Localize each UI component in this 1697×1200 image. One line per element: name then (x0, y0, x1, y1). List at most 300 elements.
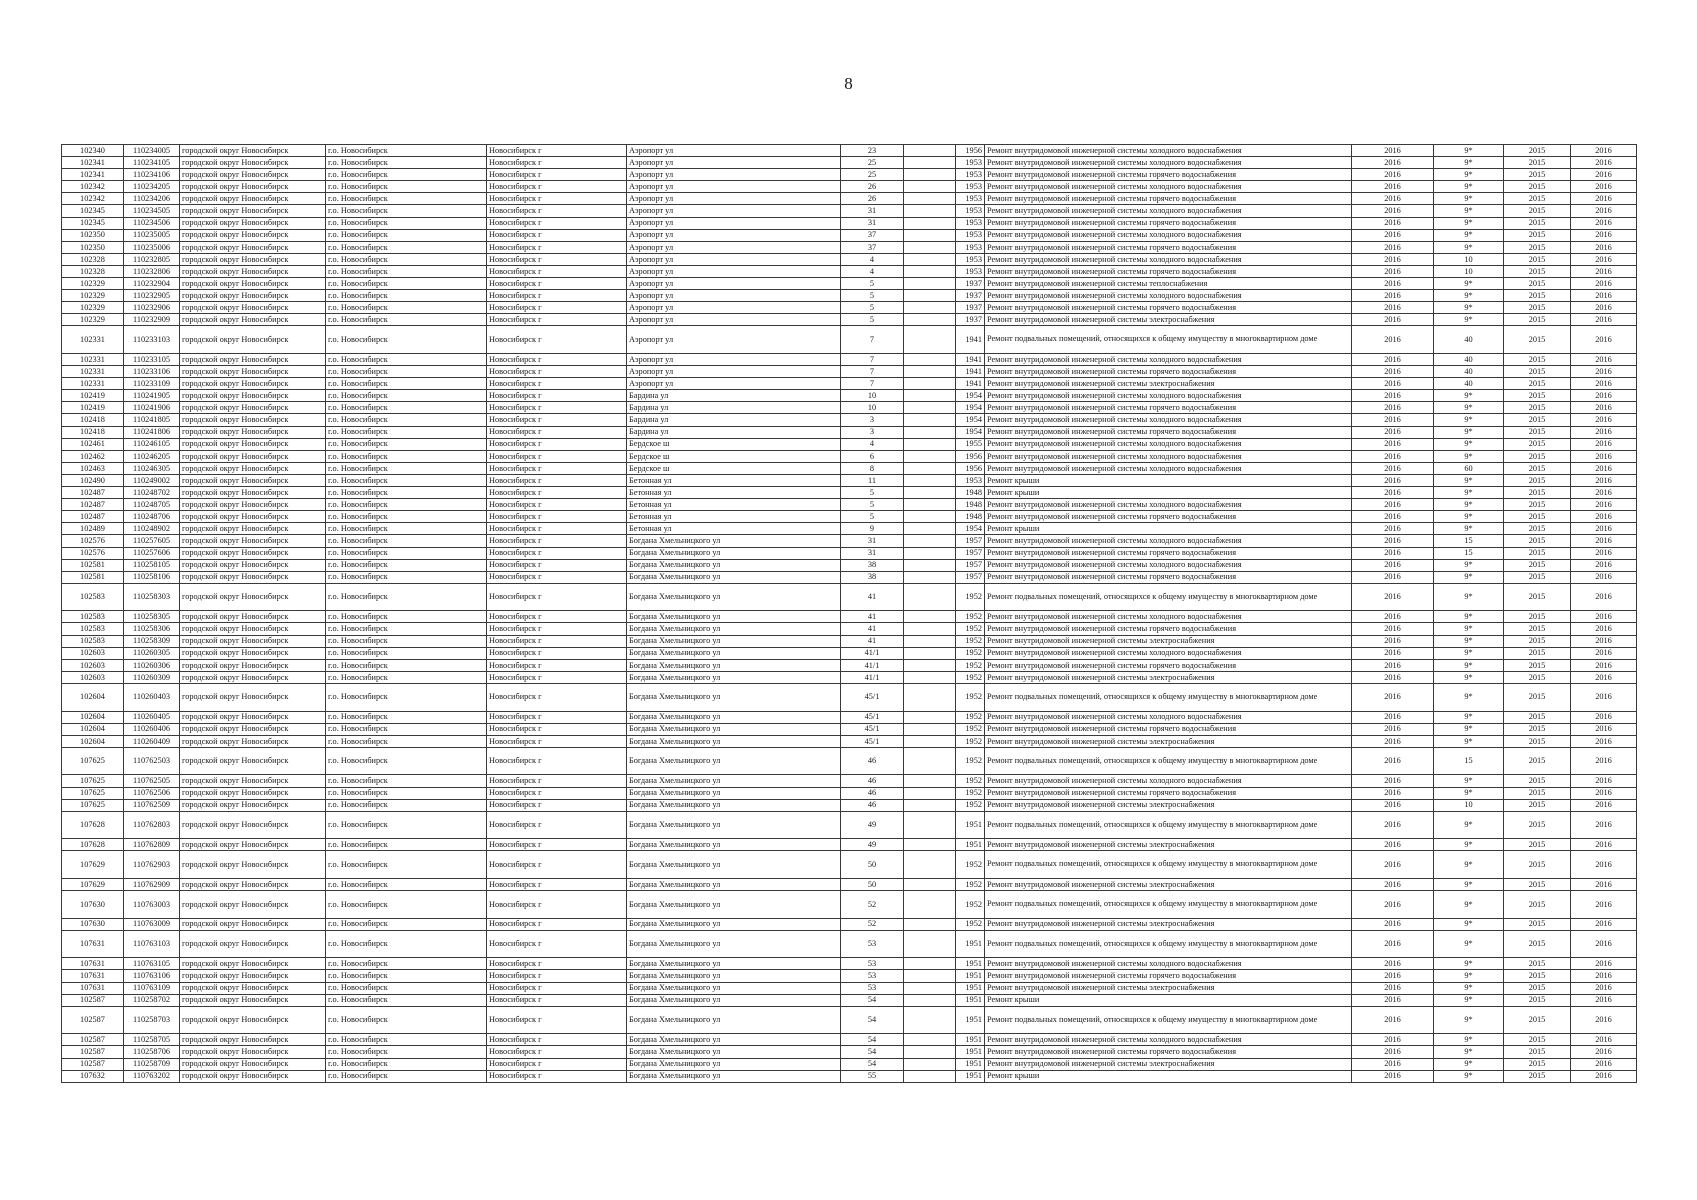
cell-work-code: 110763202 (124, 1070, 180, 1082)
cell-year-built: 1957 (956, 559, 985, 571)
cell-record-id: 102487 (62, 499, 124, 511)
cell-work-type: Ремонт внутридомовой инженерной системы горячего водоснабжения (985, 659, 1352, 671)
cell-locality: Новосибирск г (487, 253, 627, 265)
cell-year-built: 1941 (956, 366, 985, 378)
cell-street: Богдана Хмельницкого ул (627, 571, 841, 583)
cell-work-type: Ремонт внутридомовой инженерной системы электроснабжения (985, 878, 1352, 890)
cell-house-number: 31 (841, 535, 904, 547)
cell-record-id: 102603 (62, 659, 124, 671)
cell-locality: Новосибирск г (487, 265, 627, 277)
cell-record-id: 102604 (62, 683, 124, 711)
cell-period-start: 2015 (1504, 723, 1571, 735)
cell-period-end: 2016 (1571, 378, 1637, 390)
cell-work-code: 110232805 (124, 253, 180, 265)
cell-work-code: 110233106 (124, 366, 180, 378)
cell-municipal-district: городской округ Новосибирск (180, 145, 326, 157)
cell-municipal-district: городской округ Новосибирск (180, 265, 326, 277)
table-body (62, 145, 1637, 1083)
cell-settlement: г.о. Новосибирск (326, 326, 487, 354)
cell-year-built: 1951 (956, 1034, 985, 1046)
cell-record-id: 102341 (62, 157, 124, 169)
cell-record-id: 102462 (62, 450, 124, 462)
table-row (62, 659, 1637, 671)
cell-year-built: 1953 (956, 205, 985, 217)
cell-period-start: 2015 (1504, 930, 1571, 958)
cell-year-built: 1957 (956, 547, 985, 559)
cell-building (904, 253, 956, 265)
cell-period-start: 2015 (1504, 474, 1571, 486)
cell-street: Аэропорт ул (627, 145, 841, 157)
cell-municipal-district: городской округ Новосибирск (180, 290, 326, 302)
cell-work-code: 110241806 (124, 426, 180, 438)
cell-period-end: 2016 (1571, 474, 1637, 486)
cell-period-end: 2016 (1571, 918, 1637, 930)
cell-plan-year: 2016 (1352, 487, 1434, 499)
cell-period-start: 2015 (1504, 499, 1571, 511)
cell-building (904, 438, 956, 450)
cell-building (904, 229, 956, 241)
cell-settlement: г.о. Новосибирск (326, 450, 487, 462)
cell-settlement: г.о. Новосибирск (326, 253, 487, 265)
cell-period-start: 2015 (1504, 535, 1571, 547)
cell-work-type: Ремонт внутридомовой инженерной системы холодного водоснабжения (985, 450, 1352, 462)
cell-work-code: 110232909 (124, 314, 180, 326)
cell-work-type: Ремонт внутридомовой инженерной системы горячего водоснабжения (985, 302, 1352, 314)
cell-plan-year: 2016 (1352, 205, 1434, 217)
cell-record-id: 107625 (62, 787, 124, 799)
table-row (62, 278, 1637, 290)
cell-record-id: 102587 (62, 1006, 124, 1034)
cell-locality: Новосибирск г (487, 851, 627, 879)
cell-work-type: Ремонт внутридомовой инженерной системы электроснабжения (985, 378, 1352, 390)
cell-work-type: Ремонт внутридомовой инженерной системы горячего водоснабжения (985, 366, 1352, 378)
cell-house-number: 41 (841, 583, 904, 611)
cell-plan-year: 2016 (1352, 290, 1434, 302)
cell-house-number: 38 (841, 571, 904, 583)
cell-record-id: 107630 (62, 891, 124, 919)
cell-period-end: 2016 (1571, 145, 1637, 157)
cell-settlement: г.о. Новосибирск (326, 1058, 487, 1070)
cell-locality: Новосибирск г (487, 878, 627, 890)
cell-locality: Новосибирск г (487, 366, 627, 378)
cell-municipal-district: городской округ Новосибирск (180, 647, 326, 659)
cell-period-end: 2016 (1571, 659, 1637, 671)
cell-period-end: 2016 (1571, 426, 1637, 438)
cell-work-type: Ремонт внутридомовой инженерной системы холодного водоснабжения (985, 559, 1352, 571)
cell-record-id: 102350 (62, 229, 124, 241)
cell-building (904, 169, 956, 181)
cell-street: Аэропорт ул (627, 265, 841, 277)
cell-work-code: 110762505 (124, 775, 180, 787)
cell-municipal-district: городской округ Новосибирск (180, 671, 326, 683)
cell-period-start: 2015 (1504, 970, 1571, 982)
cell-house-number: 53 (841, 982, 904, 994)
cell-work-volume: 9* (1434, 930, 1504, 958)
cell-building (904, 994, 956, 1006)
cell-house-number: 46 (841, 787, 904, 799)
cell-locality: Новосибирск г (487, 314, 627, 326)
cell-street: Богдана Хмельницкого ул (627, 547, 841, 559)
cell-building (904, 205, 956, 217)
cell-house-number: 11 (841, 474, 904, 486)
cell-work-type: Ремонт внутридомовой инженерной системы электроснабжения (985, 735, 1352, 747)
cell-plan-year: 2016 (1352, 511, 1434, 523)
cell-municipal-district: городской округ Новосибирск (180, 229, 326, 241)
cell-work-volume: 9* (1434, 970, 1504, 982)
cell-work-type: Ремонт внутридомовой инженерной системы горячего водоснабжения (985, 547, 1352, 559)
cell-building (904, 314, 956, 326)
cell-work-type: Ремонт подвальных помещений, относящихся к общему имуществу в многоквартирном доме (985, 583, 1352, 611)
table-row (62, 326, 1637, 354)
cell-building (904, 711, 956, 723)
cell-municipal-district: городской округ Новосибирск (180, 402, 326, 414)
cell-work-volume: 9* (1434, 205, 1504, 217)
table-row (62, 683, 1637, 711)
cell-work-code: 110260309 (124, 671, 180, 683)
cell-house-number: 49 (841, 839, 904, 851)
cell-work-type: Ремонт внутридомовой инженерной системы электроснабжения (985, 314, 1352, 326)
cell-house-number: 46 (841, 799, 904, 811)
cell-house-number: 7 (841, 326, 904, 354)
cell-work-code: 110762803 (124, 811, 180, 839)
cell-building (904, 723, 956, 735)
cell-house-number: 5 (841, 278, 904, 290)
cell-work-volume: 15 (1434, 747, 1504, 775)
cell-building (904, 378, 956, 390)
cell-work-type: Ремонт подвальных помещений, относящихся к общему имуществу в многоквартирном доме (985, 851, 1352, 879)
cell-work-code: 110241805 (124, 414, 180, 426)
table-row (62, 302, 1637, 314)
cell-street: Богдана Хмельницкого ул (627, 711, 841, 723)
cell-building (904, 671, 956, 683)
cell-work-volume: 9* (1434, 474, 1504, 486)
cell-work-volume: 9* (1434, 787, 1504, 799)
cell-settlement: г.о. Новосибирск (326, 647, 487, 659)
cell-locality: Новосибирск г (487, 1070, 627, 1082)
cell-building (904, 326, 956, 354)
cell-period-start: 2015 (1504, 1046, 1571, 1058)
cell-street: Богдана Хмельницкого ул (627, 735, 841, 747)
cell-period-end: 2016 (1571, 390, 1637, 402)
cell-street: Богдана Хмельницкого ул (627, 623, 841, 635)
cell-work-code: 110762503 (124, 747, 180, 775)
cell-period-end: 2016 (1571, 878, 1637, 890)
table-row (62, 811, 1637, 839)
cell-building (904, 145, 956, 157)
cell-work-type: Ремонт внутридомовой инженерной системы горячего водоснабжения (985, 511, 1352, 523)
cell-street: Бетонная ул (627, 523, 841, 535)
cell-plan-year: 2016 (1352, 647, 1434, 659)
cell-work-type: Ремонт внутридомовой инженерной системы горячего водоснабжения (985, 623, 1352, 635)
cell-record-id: 102331 (62, 366, 124, 378)
table-row (62, 438, 1637, 450)
cell-year-built: 1941 (956, 326, 985, 354)
cell-street: Аэропорт ул (627, 229, 841, 241)
cell-plan-year: 2016 (1352, 623, 1434, 635)
cell-house-number: 26 (841, 181, 904, 193)
cell-locality: Новосибирск г (487, 571, 627, 583)
cell-municipal-district: городской округ Новосибирск (180, 366, 326, 378)
cell-work-type: Ремонт внутридомовой инженерной системы электроснабжения (985, 982, 1352, 994)
cell-period-start: 2015 (1504, 659, 1571, 671)
cell-year-built: 1951 (956, 970, 985, 982)
cell-record-id: 102329 (62, 290, 124, 302)
cell-period-start: 2015 (1504, 438, 1571, 450)
cell-work-code: 110232806 (124, 265, 180, 277)
cell-house-number: 45/1 (841, 735, 904, 747)
cell-year-built: 1953 (956, 181, 985, 193)
cell-municipal-district: городской округ Новосибирск (180, 169, 326, 181)
cell-locality: Новосибирск г (487, 217, 627, 229)
cell-work-volume: 9* (1434, 302, 1504, 314)
cell-work-code: 110258703 (124, 1006, 180, 1034)
cell-year-built: 1951 (956, 1046, 985, 1058)
cell-settlement: г.о. Новосибирск (326, 426, 487, 438)
cell-work-type: Ремонт внутридомовой инженерной системы холодного водоснабжения (985, 253, 1352, 265)
cell-work-volume: 9* (1434, 735, 1504, 747)
cell-record-id: 102340 (62, 145, 124, 157)
cell-street: Богдана Хмельницкого ул (627, 1070, 841, 1082)
cell-building (904, 683, 956, 711)
cell-record-id: 107629 (62, 878, 124, 890)
table-row (62, 181, 1637, 193)
cell-work-type: Ремонт подвальных помещений, относящихся к общему имуществу в многоквартирном доме (985, 326, 1352, 354)
cell-building (904, 366, 956, 378)
table-row (62, 314, 1637, 326)
cell-work-type: Ремонт внутридомовой инженерной системы холодного водоснабжения (985, 290, 1352, 302)
cell-record-id: 102342 (62, 193, 124, 205)
cell-settlement: г.о. Новосибирск (326, 1070, 487, 1082)
cell-locality: Новосибирск г (487, 241, 627, 253)
cell-building (904, 499, 956, 511)
cell-building (904, 217, 956, 229)
cell-work-code: 110233105 (124, 354, 180, 366)
cell-settlement: г.о. Новосибирск (326, 635, 487, 647)
cell-plan-year: 2016 (1352, 145, 1434, 157)
cell-street: Богдана Хмельницкого ул (627, 747, 841, 775)
table-row (62, 157, 1637, 169)
cell-settlement: г.о. Новосибирск (326, 205, 487, 217)
cell-work-volume: 10 (1434, 799, 1504, 811)
cell-work-code: 110249002 (124, 474, 180, 486)
cell-record-id: 102587 (62, 1058, 124, 1070)
cell-street: Богдана Хмельницкого ул (627, 583, 841, 611)
cell-municipal-district: городской округ Новосибирск (180, 611, 326, 623)
cell-work-type: Ремонт внутридомовой инженерной системы холодного водоснабжения (985, 958, 1352, 970)
cell-period-start: 2015 (1504, 851, 1571, 879)
cell-work-volume: 9* (1434, 811, 1504, 839)
cell-work-code: 110233109 (124, 378, 180, 390)
cell-locality: Новосибирск г (487, 647, 627, 659)
cell-settlement: г.о. Новосибирск (326, 571, 487, 583)
cell-period-end: 2016 (1571, 994, 1637, 1006)
cell-year-built: 1952 (956, 735, 985, 747)
cell-municipal-district: городской округ Новосибирск (180, 438, 326, 450)
cell-municipal-district: городской округ Новосибирск (180, 523, 326, 535)
cell-year-built: 1951 (956, 930, 985, 958)
cell-street: Аэропорт ул (627, 354, 841, 366)
cell-work-volume: 9* (1434, 499, 1504, 511)
cell-building (904, 799, 956, 811)
cell-period-start: 2015 (1504, 547, 1571, 559)
cell-record-id: 102329 (62, 278, 124, 290)
cell-municipal-district: городской округ Новосибирск (180, 1070, 326, 1082)
table-row (62, 711, 1637, 723)
cell-plan-year: 2016 (1352, 891, 1434, 919)
cell-period-start: 2015 (1504, 278, 1571, 290)
cell-work-volume: 9* (1434, 181, 1504, 193)
cell-settlement: г.о. Новосибирск (326, 1046, 487, 1058)
cell-street: Богдана Хмельницкого ул (627, 918, 841, 930)
cell-work-volume: 9* (1434, 1058, 1504, 1070)
cell-plan-year: 2016 (1352, 366, 1434, 378)
cell-municipal-district: городской округ Новосибирск (180, 735, 326, 747)
cell-work-volume: 9* (1434, 878, 1504, 890)
cell-street: Богдана Хмельницкого ул (627, 635, 841, 647)
cell-work-type: Ремонт внутридомовой инженерной системы холодного водоснабжения (985, 1034, 1352, 1046)
cell-work-type: Ремонт внутридомовой инженерной системы электроснабжения (985, 635, 1352, 647)
cell-period-end: 2016 (1571, 1070, 1637, 1082)
cell-work-volume: 9* (1434, 1034, 1504, 1046)
cell-plan-year: 2016 (1352, 426, 1434, 438)
cell-work-code: 110258705 (124, 1034, 180, 1046)
table-row (62, 253, 1637, 265)
cell-settlement: г.о. Новосибирск (326, 918, 487, 930)
cell-municipal-district: городской округ Новосибирск (180, 193, 326, 205)
cell-municipal-district: городской округ Новосибирск (180, 930, 326, 958)
cell-street: Аэропорт ул (627, 302, 841, 314)
cell-municipal-district: городской округ Новосибирск (180, 851, 326, 879)
cell-municipal-district: городской округ Новосибирск (180, 1046, 326, 1058)
cell-record-id: 102603 (62, 671, 124, 683)
cell-locality: Новосибирск г (487, 426, 627, 438)
cell-plan-year: 2016 (1352, 314, 1434, 326)
cell-street: Богдана Хмельницкого ул (627, 611, 841, 623)
cell-municipal-district: городской округ Новосибирск (180, 878, 326, 890)
cell-building (904, 647, 956, 659)
cell-street: Богдана Хмельницкого ул (627, 970, 841, 982)
cell-plan-year: 2016 (1352, 571, 1434, 583)
cell-locality: Новосибирск г (487, 799, 627, 811)
cell-work-code: 110258702 (124, 994, 180, 1006)
cell-house-number: 41 (841, 635, 904, 647)
cell-municipal-district: городской округ Новосибирск (180, 390, 326, 402)
cell-work-type: Ремонт внутридомовой инженерной системы холодного водоснабжения (985, 205, 1352, 217)
cell-house-number: 52 (841, 891, 904, 919)
cell-work-code: 110762506 (124, 787, 180, 799)
cell-street: Богдана Хмельницкого ул (627, 851, 841, 879)
cell-municipal-district: городской округ Новосибирск (180, 278, 326, 290)
cell-period-start: 2015 (1504, 1058, 1571, 1070)
cell-period-end: 2016 (1571, 366, 1637, 378)
cell-settlement: г.о. Новосибирск (326, 511, 487, 523)
cell-work-code: 110258303 (124, 583, 180, 611)
cell-plan-year: 2016 (1352, 499, 1434, 511)
cell-settlement: г.о. Новосибирск (326, 839, 487, 851)
cell-building (904, 290, 956, 302)
table-row (62, 217, 1637, 229)
cell-work-code: 110258709 (124, 1058, 180, 1070)
cell-building (904, 511, 956, 523)
cell-settlement: г.о. Новосибирск (326, 711, 487, 723)
table-row (62, 775, 1637, 787)
cell-plan-year: 2016 (1352, 474, 1434, 486)
table-row (62, 891, 1637, 919)
cell-record-id: 102583 (62, 583, 124, 611)
table-row (62, 402, 1637, 414)
cell-plan-year: 2016 (1352, 438, 1434, 450)
cell-period-end: 2016 (1571, 314, 1637, 326)
cell-street: Богдана Хмельницкого ул (627, 982, 841, 994)
cell-period-end: 2016 (1571, 851, 1637, 879)
cell-plan-year: 2016 (1352, 169, 1434, 181)
cell-period-start: 2015 (1504, 450, 1571, 462)
cell-work-code: 110248705 (124, 499, 180, 511)
table-row (62, 799, 1637, 811)
cell-period-end: 2016 (1571, 671, 1637, 683)
cell-municipal-district: городской округ Новосибирск (180, 217, 326, 229)
cell-work-code: 110762509 (124, 799, 180, 811)
cell-locality: Новосибирск г (487, 683, 627, 711)
table-row (62, 930, 1637, 958)
cell-record-id: 102603 (62, 647, 124, 659)
cell-record-id: 107629 (62, 851, 124, 879)
cell-period-start: 2015 (1504, 891, 1571, 919)
cell-locality: Новосибирск г (487, 970, 627, 982)
cell-period-start: 2015 (1504, 747, 1571, 775)
cell-period-end: 2016 (1571, 799, 1637, 811)
cell-year-built: 1941 (956, 354, 985, 366)
cell-period-start: 2015 (1504, 354, 1571, 366)
cell-year-built: 1951 (956, 958, 985, 970)
cell-settlement: г.о. Новосибирск (326, 930, 487, 958)
cell-house-number: 54 (841, 1006, 904, 1034)
cell-plan-year: 2016 (1352, 994, 1434, 1006)
cell-settlement: г.о. Новосибирск (326, 982, 487, 994)
cell-municipal-district: городской округ Новосибирск (180, 839, 326, 851)
cell-period-start: 2015 (1504, 426, 1571, 438)
cell-house-number: 41/1 (841, 647, 904, 659)
cell-work-volume: 9* (1434, 290, 1504, 302)
cell-work-type: Ремонт подвальных помещений, относящихся к общему имуществу в многоквартирном доме (985, 891, 1352, 919)
cell-work-volume: 9* (1434, 775, 1504, 787)
table-row (62, 169, 1637, 181)
cell-house-number: 9 (841, 523, 904, 535)
cell-municipal-district: городской округ Новосибирск (180, 1034, 326, 1046)
cell-plan-year: 2016 (1352, 523, 1434, 535)
cell-settlement: г.о. Новосибирск (326, 217, 487, 229)
cell-plan-year: 2016 (1352, 918, 1434, 930)
cell-municipal-district: городской округ Новосибирск (180, 1006, 326, 1034)
cell-building (904, 1058, 956, 1070)
cell-building (904, 611, 956, 623)
cell-period-end: 2016 (1571, 958, 1637, 970)
cell-period-end: 2016 (1571, 499, 1637, 511)
cell-street: Аэропорт ул (627, 157, 841, 169)
cell-house-number: 10 (841, 402, 904, 414)
cell-plan-year: 2016 (1352, 157, 1434, 169)
cell-settlement: г.о. Новосибирск (326, 241, 487, 253)
cell-work-volume: 9* (1434, 918, 1504, 930)
cell-work-code: 110232905 (124, 290, 180, 302)
table-row (62, 547, 1637, 559)
cell-record-id: 102487 (62, 487, 124, 499)
cell-building (904, 891, 956, 919)
table-row (62, 735, 1637, 747)
cell-work-code: 110257605 (124, 535, 180, 547)
cell-work-volume: 9* (1434, 511, 1504, 523)
cell-year-built: 1952 (956, 635, 985, 647)
